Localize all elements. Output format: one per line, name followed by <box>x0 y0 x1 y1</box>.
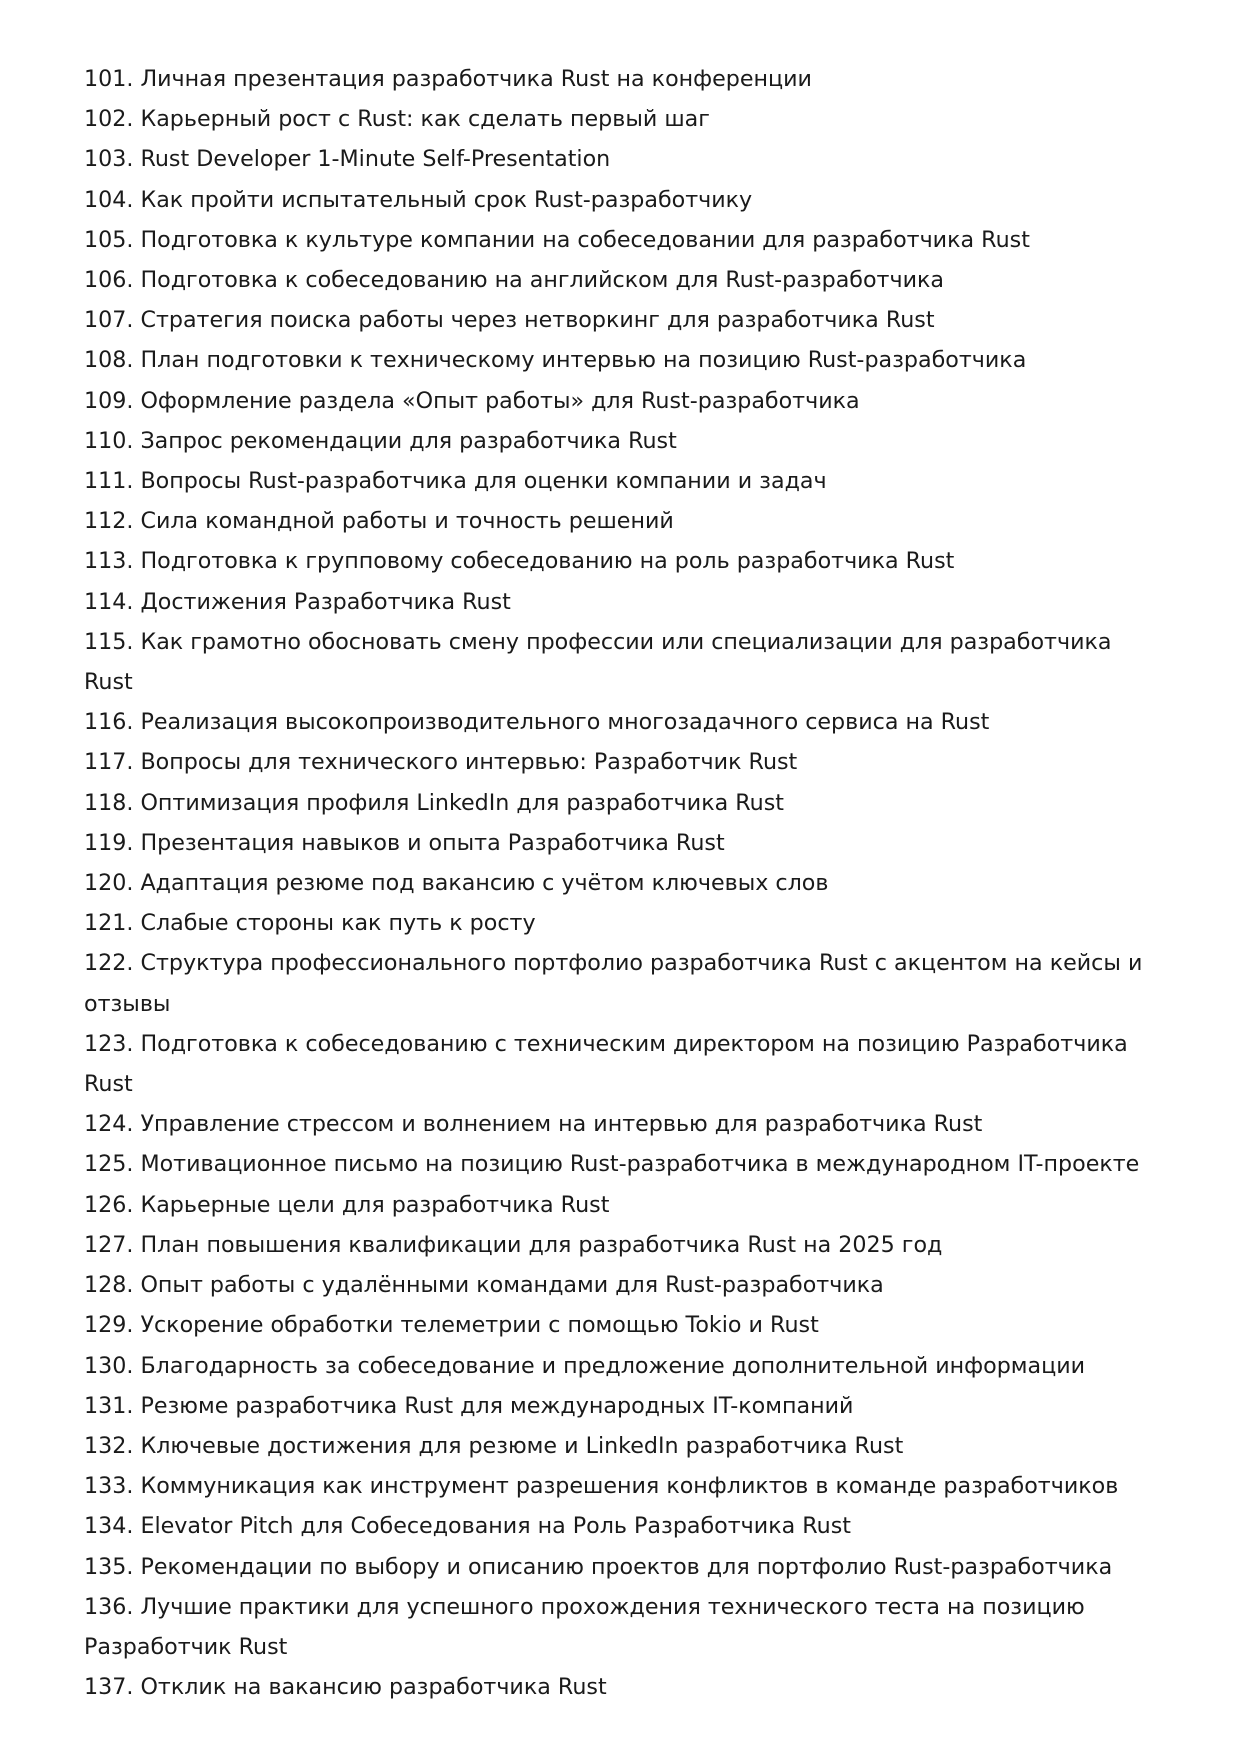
list-item: 115. Как грамотно обосновать смену профессии или специализации для разработчика Rust <box>84 628 1112 696</box>
list-item: 101. Личная презентация разработчика Rust на конференции <box>84 66 812 92</box>
list-item: 122. Структура профессионального портфолио разработчика Rust с акцентом на кейсы и отзывы <box>84 950 1143 1017</box>
list-item: 134. Elevator Pitch для Собеседования на Роль Разработчика Rust <box>84 1513 851 1540</box>
list-item: 109. Оформление раздела «Опыт работы» для Rust-разработчика <box>84 387 860 414</box>
list-item: 116. Реализация высокопроизводительного многозадачного сервиса на Rust <box>84 709 990 736</box>
list-item: 135. Рекомендации по выбору и описанию проектов для портфолио Rust-разработчика <box>84 1553 1113 1580</box>
list-item: 130. Благодарность за собеседование и предложение дополнительной информации <box>84 1352 1086 1379</box>
list-item: 103. Rust Developer 1-Minute Self-Presentation <box>84 146 611 173</box>
list-item: 126. Карьерные цели для разработчика Rust <box>84 1191 610 1218</box>
list-item: 104. Как пройти испытательный срок Rust-разработчику <box>84 186 753 213</box>
list-item: 131. Резюме разработчика Rust для международных IT-компаний <box>84 1392 854 1419</box>
list-item: 107. Стратегия поиска работы через нетворкинг для разработчика Rust <box>84 307 935 334</box>
list-item: 113. Подготовка к групповому собеседованию на роль разработчика Rust <box>84 548 955 575</box>
list-item: 111. Вопросы Rust-разработчика для оценки компании и задач <box>84 468 827 495</box>
list-item: 127. План повышения квалификации для разработчика Rust на 2025 год <box>84 1231 943 1258</box>
topic-list <box>84 59 1164 1707</box>
list-item: 119. Презентация навыков и опыта Разработчика Rust <box>84 829 725 856</box>
list-item: 133. Коммуникация как инструмент разрешения конфликтов в команде разработчиков <box>84 1473 1119 1500</box>
list-item: 118. Оптимизация профиля LinkedIn для разработчика Rust <box>84 789 784 816</box>
list-item: 114. Достижения Разработчика Rust <box>84 588 511 615</box>
list-item: 136. Лучшие практики для успешного прохождения технического теста на позицию Разработчик Rust <box>84 1593 1085 1660</box>
list-item: 108. План подготовки к техническому интервью на позицию Rust-разработчика <box>84 347 1027 374</box>
list-item: 121. Слабые стороны как путь к росту <box>84 910 536 937</box>
list-item: 117. Вопросы для технического интервью: Разработчик Rust <box>84 749 798 776</box>
list-item: 106. Подготовка к собеседованию на английском для Rust-разработчика <box>84 267 945 294</box>
list-item: 129. Ускорение обработки телеметрии с помощью Tokio и Rust <box>84 1312 819 1339</box>
list-item: 112. Сила командной работы и точность решений <box>84 508 674 535</box>
list-item: 137. Отклик на вакансию разработчика Rust <box>84 1674 607 1701</box>
list-item: 124. Управление стрессом и волнением на интервью для разработчика Rust <box>84 1111 983 1138</box>
list-item: 120. Адаптация резюме под вакансию с учётом ключевых слов <box>84 870 829 897</box>
list-item: 110. Запрос рекомендации для разработчика Rust <box>84 427 677 454</box>
list-item: 105. Подготовка к культуре компании на собеседовании для разработчика Rust <box>84 226 1030 253</box>
list-item: 102. Карьерный рост с Rust: как сделать первый шаг <box>84 106 710 133</box>
list-item: 123. Подготовка к собеседованию с техническим директором на позицию Разработчика Rust <box>84 1030 1128 1098</box>
list-item: 128. Опыт работы с удалёнными командами для Rust-разработчика <box>84 1272 884 1299</box>
list-item: 125. Мотивационное письмо на позицию Rust-разработчика в международном IT-проекте <box>84 1151 1140 1178</box>
list-item: 132. Ключевые достижения для резюме и LinkedIn разработчика Rust <box>84 1432 904 1459</box>
